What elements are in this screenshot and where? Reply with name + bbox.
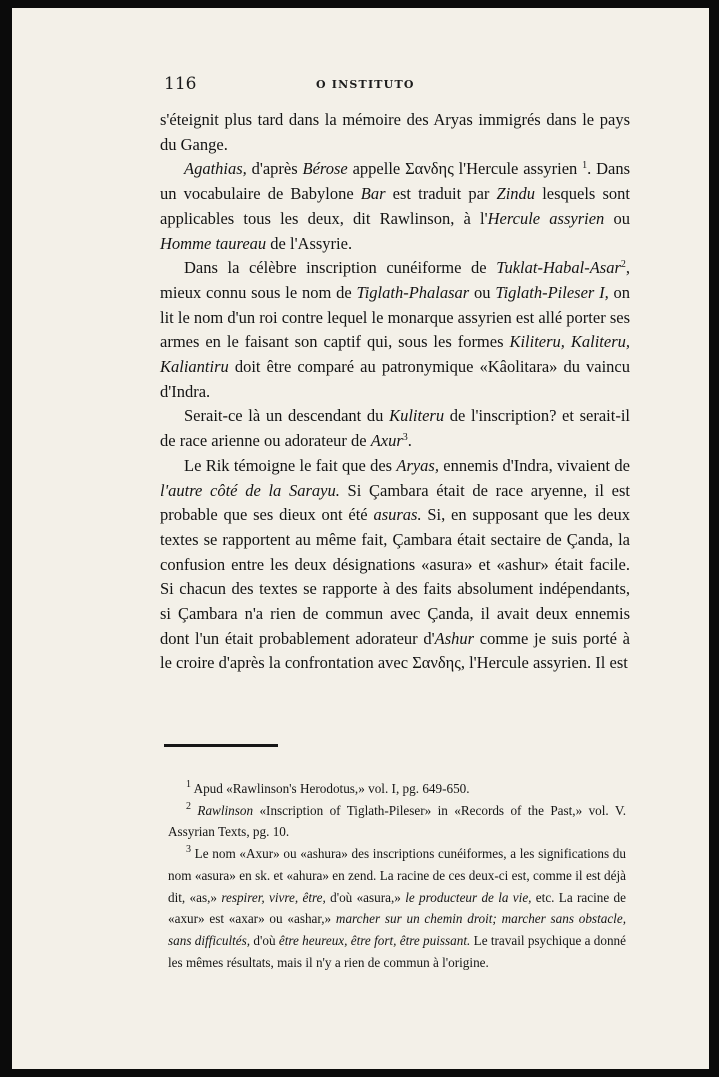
page <box>12 8 709 1069</box>
page-header <box>164 74 564 96</box>
footnote-divider <box>164 744 278 747</box>
footnote-3: $^3$ Le nom «Axur» ou «ashura» des inscriptions cunéiformes, a les significations du nom «asura» en sk. et «ahura» en zend. La racine de ces deux-ci est, comme il est déjà dit, «as,» respirer, vivre, être, d'où «asura,» le producteur de la vie, etc. La racine de «axur» est «axar» ou «ashar,» marcher sur un chemin droit; marcher sans obstacle, sans difficultés, d'où être heureux, être fort, être puissant. Le travail psychique a donné les mêmes résultats, mais il n'y a rien de commun à l'origine. <box>168 844 626 970</box>
running-title: O INSTITUTO <box>316 78 415 91</box>
paragraph-4: Serait-ce là un descendant du Kuliteru de l'inscription? et serait-il de race arienne ou adorateur de Axur$^3$. <box>160 406 630 451</box>
paragraph-2: Agathias, d'après Bérose appelle Σανδης l'Hercule assyrien $^1$. Dans un vocabulaire de Babylone Bar est traduit par Zindu lesquels sont applicables tous les deux, dit Rawlinson, à l'Hercule assyrien ou Homme taureau de l'Assyrie. <box>160 159 631 253</box>
paragraph-1: s'éteignit plus tard dans la mémoire des Aryas immigrés dans le pays du Gange. <box>160 110 630 154</box>
footnote-ref-2: 2 <box>620 259 626 271</box>
footnote-1: $^1$ Apud «Rawlinson's Herodotus,» vol. I, pg. 649-650. <box>186 779 470 796</box>
footnotes <box>168 778 626 973</box>
footnote-ref-3: 3 <box>402 432 408 444</box>
footnote-ref-1: 1 <box>582 160 588 172</box>
paragraph-5: Le Rik témoigne le fait que des Aryas, ennemis d'Indra, vivaient de l'autre côté de la Sarayu. Si Çambara était de race aryenne, il est probable que ses dieux ont été asuras. Si, en supposant que les deux textes se rapportent au même fait, Çambara était sectaire de Çanda, la confusion entre les deux désignations «asura» et «ashur» était facile. Si chacun des textes se rapporte à des faits absolument indépendants, si Çambara n'a rien de commun avec Çanda, il avait deux ennemis dont l'un était probablement adorateur d'Ashur comme je suis porté à le croire d'après la confrontation avec Σανδης, l'Hercule assyrien. Il est <box>160 455 630 673</box>
body-text <box>160 108 630 676</box>
paragraph-3: Dans la célèbre inscription cunéiforme de Tuklat-Habal-Asar$^2$, mieux connu sous le nom de Tiglath-Phalasar ou Tiglath-Pileser I, on lit le nom d'un roi contre lequel le monarque assyrien est allé porter ses armes en le faisant son captif qui, sous les formes Kiliteru, Kaliteru, Kaliantiru doit être comparé au patronymique «Kâolitara» du vaincu d'Indra. <box>160 258 631 401</box>
footnote-2: $^2$ Rawlinson «Inscription of Tiglath-Pileser» in «Records of the Past,» vol. V. Assyrian Texts, pg. 10. <box>168 800 626 840</box>
page-number: 116 <box>164 74 197 94</box>
